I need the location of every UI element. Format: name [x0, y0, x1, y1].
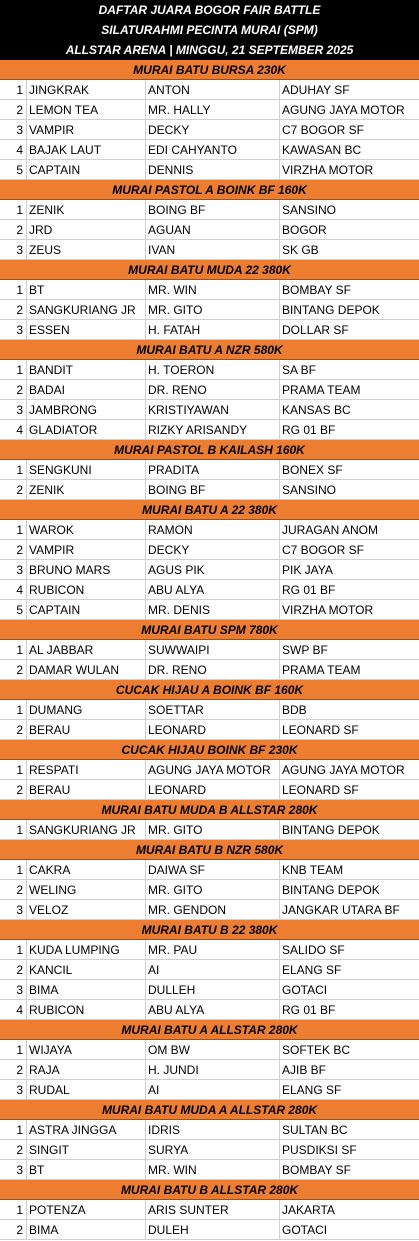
bird-name-cell: SANGKURIANG JR: [27, 300, 146, 319]
table-row: [0, 940, 419, 960]
rank-cell: 1: [0, 820, 27, 839]
bird-name-cell: RUDAL: [27, 1080, 146, 1099]
team-cell: SULTAN BC: [282, 1123, 348, 1137]
team-cell: LEONARD SF: [282, 783, 359, 797]
rank-cell: 1: [0, 1120, 27, 1139]
table-row: [0, 420, 419, 440]
owner-cell: EDI CAHYANTO: [146, 140, 280, 159]
bird-name-cell: DUMANG: [27, 700, 146, 719]
table-row: [0, 140, 419, 160]
owner-cell: RIZKY ARISANDY: [146, 420, 280, 439]
team-cell: VIRZHA MOTOR: [282, 163, 374, 177]
table-row: [0, 720, 419, 740]
rank-cell: 1: [0, 200, 27, 219]
bird-name-cell: POTENZA: [27, 1200, 146, 1219]
bird-name-cell: RUBICON: [27, 580, 146, 599]
rank-cell: 3: [0, 240, 27, 259]
owner-cell: H. JUNDI: [146, 1060, 280, 1079]
team-cell: BINTANG DEPOK: [282, 823, 380, 837]
table-row: [0, 820, 419, 840]
rank-cell: 3: [0, 560, 27, 579]
table-row: [0, 780, 419, 800]
bird-name-cell: RESPATI: [27, 760, 146, 779]
team-cell: ADUHAY SF: [282, 83, 350, 97]
team-cell: PUSDIKSI SF: [282, 1143, 357, 1157]
bird-name-cell: RUBICON: [27, 1000, 146, 1019]
owner-cell: KRISTIYAWAN: [146, 400, 280, 419]
team-cell: PIK JAYA: [282, 563, 333, 577]
rank-cell: 4: [0, 140, 27, 159]
owner-cell: ARIS SUNTER: [146, 1200, 280, 1219]
sheet-title: DAFTAR JUARA BOGOR FAIR BATTLE: [0, 0, 419, 20]
category-header: MURAI BATU SPM 780K: [0, 620, 419, 640]
bird-name-cell: WAROK: [27, 520, 146, 539]
bird-name-cell: WELING: [27, 880, 146, 899]
rank-cell: 2: [0, 380, 27, 399]
team-cell: JURAGAN ANOM: [282, 523, 379, 537]
table-row: [0, 960, 419, 980]
table-row: [0, 580, 419, 600]
category-header: MURAI BATU BURSA 230K: [0, 60, 419, 80]
table-row: [0, 80, 419, 100]
team-cell: AJIB BF: [282, 1063, 327, 1077]
team-cell: SK GB: [282, 243, 319, 257]
table-row: [0, 320, 419, 340]
event-venue-date: ALLSTAR ARENA | MINGGU, 21 SEPTEMBER 2025: [0, 40, 419, 60]
owner-cell: MR. GITO: [146, 880, 280, 899]
bird-name-cell: LEMON TEA: [27, 100, 146, 119]
rank-cell: 1: [0, 280, 27, 299]
rank-cell: 1: [0, 520, 27, 539]
category-header: MURAI BATU B ALLSTAR 280K: [0, 1180, 419, 1200]
rank-cell: 4: [0, 420, 27, 439]
table-row: [0, 1080, 419, 1100]
table-row: [0, 880, 419, 900]
table-row: [0, 1160, 419, 1180]
bird-name-cell: ASTRA JINGGA: [27, 1120, 146, 1139]
table-row: [0, 100, 419, 120]
table-row: [0, 1140, 419, 1160]
category-header: MURAI BATU B 22 380K: [0, 920, 419, 940]
rank-cell: 2: [0, 1140, 27, 1159]
team-cell: VIRZHA MOTOR: [282, 603, 374, 617]
rank-cell: 1: [0, 760, 27, 779]
category-header: MURAI PASTOL A BOINK BF 160K: [0, 180, 419, 200]
category-header: MURAI PASTOL B KAILASH 160K: [0, 440, 419, 460]
owner-cell: IVAN: [146, 240, 280, 259]
rank-cell: 2: [0, 480, 27, 499]
rank-cell: 3: [0, 980, 27, 999]
rank-cell: 2: [0, 880, 27, 899]
rank-cell: 2: [0, 540, 27, 559]
owner-cell: SURYA: [146, 1140, 280, 1159]
table-row: [0, 160, 419, 180]
owner-cell: DENNIS: [146, 160, 280, 179]
table-row: [0, 760, 419, 780]
table-row: [0, 1200, 419, 1220]
rank-cell: 1: [0, 1040, 27, 1059]
owner-cell: RAMON: [146, 520, 280, 539]
bird-name-cell: VAMPIR: [27, 120, 146, 139]
table-row: [0, 540, 419, 560]
rank-cell: 2: [0, 100, 27, 119]
owner-cell: AGUS PIK: [146, 560, 280, 579]
table-row: [0, 460, 419, 480]
category-header: MURAI BATU A ALLSTAR 280K: [0, 1020, 419, 1040]
table-row: [0, 860, 419, 880]
table-row: [0, 520, 419, 540]
rank-cell: 1: [0, 80, 27, 99]
bird-name-cell: VAMPIR: [27, 540, 146, 559]
owner-cell: MR. GITO: [146, 300, 280, 319]
rank-cell: 5: [0, 600, 27, 619]
bird-name-cell: BIMA: [27, 1220, 146, 1239]
owner-cell: AGUAN: [146, 220, 280, 239]
team-cell: KAWASAN BC: [282, 143, 362, 157]
team-cell: BOMBAY SF: [282, 283, 351, 297]
owner-cell: ABU ALYA: [146, 1000, 280, 1019]
sheet-subtitle: SILATURAHMI PECINTA MURAI (SPM): [0, 20, 419, 40]
table-row: [0, 1060, 419, 1080]
bird-name-cell: KUDA LUMPING: [27, 940, 146, 959]
table-row: [0, 1220, 419, 1240]
category-header: MURAI BATU MUDA A ALLSTAR 280K: [0, 1100, 419, 1120]
table-row: [0, 240, 419, 260]
owner-cell: DULEH: [146, 1220, 280, 1239]
team-cell: GOTACI: [282, 1223, 328, 1237]
team-cell: C7 BOGOR SF: [282, 123, 365, 137]
rank-cell: 2: [0, 780, 27, 799]
rank-cell: 1: [0, 860, 27, 879]
bird-name-cell: BANDIT: [27, 360, 146, 379]
team-cell: JANGKAR UTARA BF: [282, 903, 400, 917]
table-row: [0, 980, 419, 1000]
bird-name-cell: ZENIK: [27, 480, 146, 499]
table-row: [0, 280, 419, 300]
team-cell: SANSINO: [282, 483, 337, 497]
bird-name-cell: JAMBRONG: [27, 400, 146, 419]
owner-cell: IDRIS: [146, 1120, 280, 1139]
rank-cell: 2: [0, 300, 27, 319]
bird-name-cell: CAPTAIN: [27, 160, 146, 179]
bird-name-cell: ZENIK: [27, 200, 146, 219]
owner-cell: BOING BF: [146, 480, 280, 499]
owner-cell: LEONARD: [146, 720, 280, 739]
owner-cell: MR. WIN: [146, 1160, 280, 1179]
table-row: [0, 560, 419, 580]
rank-cell: 1: [0, 360, 27, 379]
bird-name-cell: VELOZ: [27, 900, 146, 919]
table-row: [0, 640, 419, 660]
categories-container: [0, 60, 419, 1240]
bird-name-cell: BAJAK LAUT: [27, 140, 146, 159]
team-cell: ELANG SF: [282, 963, 342, 977]
team-cell: BDB: [282, 703, 307, 717]
team-cell: ELANG SF: [282, 1083, 342, 1097]
owner-cell: DR. RENO: [146, 660, 280, 679]
bird-name-cell: JRD: [27, 220, 146, 239]
owner-cell: ABU ALYA: [146, 580, 280, 599]
table-row: [0, 220, 419, 240]
team-cell: C7 BOGOR SF: [282, 543, 365, 557]
owner-cell: OM BW: [146, 1040, 280, 1059]
team-cell: PRAMA TEAM: [282, 663, 361, 677]
table-row: [0, 200, 419, 220]
team-cell: BINTANG DEPOK: [282, 303, 380, 317]
bird-name-cell: DAMAR WULAN: [27, 660, 146, 679]
bird-name-cell: BERAU: [27, 780, 146, 799]
team-cell: SWP BF: [282, 643, 328, 657]
bird-name-cell: ESSEN: [27, 320, 146, 339]
team-cell: KNB TEAM: [282, 863, 344, 877]
team-cell: BOMBAY SF: [282, 1163, 351, 1177]
rank-cell: 3: [0, 1080, 27, 1099]
bird-name-cell: CAPTAIN: [27, 600, 146, 619]
category-header: MURAI BATU A NZR 580K: [0, 340, 419, 360]
owner-cell: SUWWAIPI: [146, 640, 280, 659]
rank-cell: 1: [0, 1200, 27, 1219]
rank-cell: 4: [0, 580, 27, 599]
bird-name-cell: CAKRA: [27, 860, 146, 879]
owner-cell: DECKY: [146, 120, 280, 139]
table-row: [0, 1000, 419, 1020]
owner-cell: MR. GITO: [146, 820, 280, 839]
owner-cell: H. TOERON: [146, 360, 280, 379]
bird-name-cell: RAJA: [27, 1060, 146, 1079]
owner-cell: AI: [146, 1080, 280, 1099]
bird-name-cell: BRUNO MARS: [27, 560, 146, 579]
rank-cell: 3: [0, 900, 27, 919]
bird-name-cell: AL JABBAR: [27, 640, 146, 659]
table-row: [0, 700, 419, 720]
category-header: MURAI BATU A 22 380K: [0, 500, 419, 520]
bird-name-cell: SANGKURIANG JR: [27, 820, 146, 839]
team-cell: SALIDO SF: [282, 943, 345, 957]
owner-cell: MR. DENIS: [146, 600, 280, 619]
team-cell: RG 01 BF: [282, 423, 336, 437]
team-cell: SA BF: [282, 363, 317, 377]
owner-cell: H. FATAH: [146, 320, 280, 339]
category-header: MURAI BATU B NZR 580K: [0, 840, 419, 860]
owner-cell: MR. HALLY: [146, 100, 280, 119]
owner-cell: BOING BF: [146, 200, 280, 219]
table-row: [0, 300, 419, 320]
team-cell: AGUNG JAYA MOTOR: [282, 763, 405, 777]
rank-cell: 3: [0, 320, 27, 339]
owner-cell: MR. GENDON: [146, 900, 280, 919]
owner-cell: MR. PAU: [146, 940, 280, 959]
owner-cell: DR. RENO: [146, 380, 280, 399]
rank-cell: 1: [0, 640, 27, 659]
bird-name-cell: KANCIL: [27, 960, 146, 979]
rank-cell: 3: [0, 120, 27, 139]
category-header: MURAI BATU MUDA B ALLSTAR 280K: [0, 800, 419, 820]
owner-cell: ANTON: [146, 80, 280, 99]
bird-name-cell: BERAU: [27, 720, 146, 739]
bird-name-cell: BT: [27, 1160, 146, 1179]
owner-cell: MR. WIN: [146, 280, 280, 299]
team-cell: GOTACI: [282, 983, 328, 997]
category-header: CUCAK HIJAU A BOINK BF 160K: [0, 680, 419, 700]
bird-name-cell: SENGKUNI: [27, 460, 146, 479]
rank-cell: 2: [0, 1060, 27, 1079]
owner-cell: SOETTAR: [146, 700, 280, 719]
team-cell: JAKARTA: [282, 1203, 335, 1217]
team-cell: LEONARD SF: [282, 723, 359, 737]
bird-name-cell: BT: [27, 280, 146, 299]
owner-cell: DECKY: [146, 540, 280, 559]
rank-cell: 4: [0, 1000, 27, 1019]
team-cell: RG 01 BF: [282, 583, 336, 597]
rank-cell: 1: [0, 940, 27, 959]
team-cell: KANSAS BC: [282, 403, 351, 417]
bird-name-cell: BIMA: [27, 980, 146, 999]
team-cell: SOFTEK BC: [282, 1043, 351, 1057]
team-cell: RG 01 BF: [282, 1003, 336, 1017]
owner-cell: AGUNG JAYA MOTOR: [146, 760, 280, 779]
rank-cell: 2: [0, 1220, 27, 1239]
rank-cell: 2: [0, 220, 27, 239]
table-row: [0, 400, 419, 420]
table-row: [0, 360, 419, 380]
table-row: [0, 900, 419, 920]
owner-cell: LEONARD: [146, 780, 280, 799]
rank-cell: 2: [0, 960, 27, 979]
rank-cell: 5: [0, 160, 27, 179]
team-cell: BOGOR: [282, 223, 327, 237]
rank-cell: 2: [0, 720, 27, 739]
bird-name-cell: JINGKRAK: [27, 80, 146, 99]
table-row: [0, 600, 419, 620]
table-row: [0, 480, 419, 500]
rank-cell: 2: [0, 660, 27, 679]
bird-name-cell: GLADIATOR: [27, 420, 146, 439]
team-cell: BONEX SF: [282, 463, 343, 477]
category-header: CUCAK HIJAU BOINK BF 230K: [0, 740, 419, 760]
bird-name-cell: ZEUS: [27, 240, 146, 259]
team-cell: PRAMA TEAM: [282, 383, 361, 397]
rank-cell: 1: [0, 700, 27, 719]
owner-cell: PRADITA: [146, 460, 280, 479]
team-cell: AGUNG JAYA MOTOR: [282, 103, 405, 117]
team-cell: SANSINO: [282, 203, 337, 217]
bird-name-cell: SINGIT: [27, 1140, 146, 1159]
bird-name-cell: WIJAYA: [27, 1040, 146, 1059]
table-row: [0, 380, 419, 400]
table-row: [0, 1120, 419, 1140]
owner-cell: DULLEH: [146, 980, 280, 999]
table-row: [0, 120, 419, 140]
rank-cell: 3: [0, 1160, 27, 1179]
category-header: MURAI BATU MUDA 22 380K: [0, 260, 419, 280]
bird-name-cell: BADAI: [27, 380, 146, 399]
rank-cell: 1: [0, 460, 27, 479]
table-row: [0, 1040, 419, 1060]
owner-cell: AI: [146, 960, 280, 979]
owner-cell: DAIWA SF: [146, 860, 280, 879]
rank-cell: 3: [0, 400, 27, 419]
team-cell: BINTANG DEPOK: [282, 883, 380, 897]
table-row: [0, 660, 419, 680]
team-cell: DOLLAR SF: [282, 323, 349, 337]
